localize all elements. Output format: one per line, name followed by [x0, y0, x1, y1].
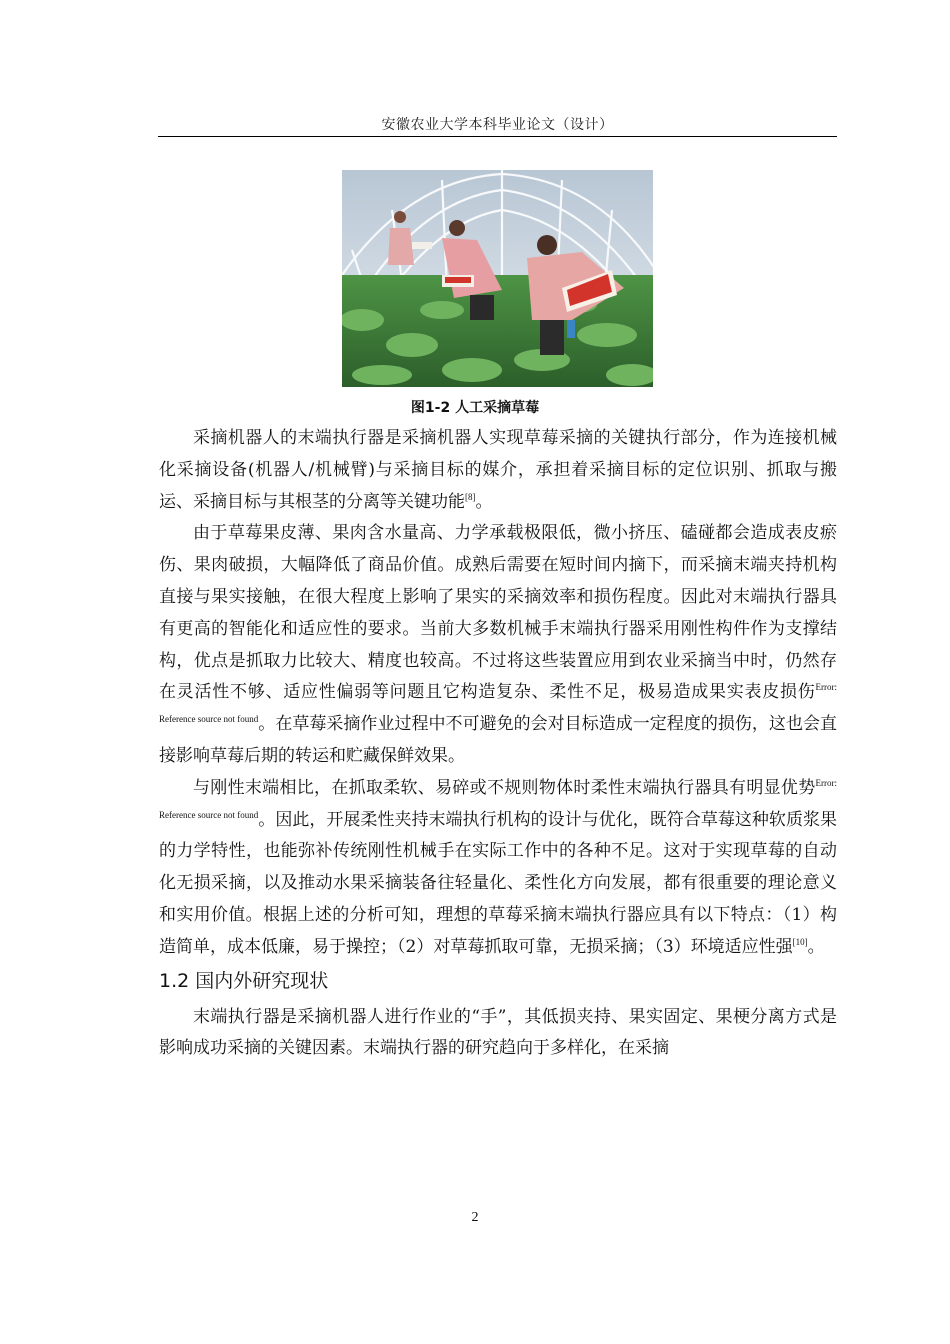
paragraph-3-text-a: 与刚性末端相比，在抓取柔软、易碎或不规则物体时柔性末端执行器具有明显优势: [193, 777, 816, 798]
header-rule: [158, 136, 837, 137]
body-text: [159, 423, 837, 1065]
paragraph-1: [159, 423, 837, 518]
citation-error: Error: Reference source not found: [159, 682, 837, 725]
paragraph-4-text: 末端执行器是采摘机器人进行作业的“手”，其低损夹持、果实固定、果梗分离方式是影响成功采摘的关键因素。末端执行器的研究趋向于多样化，在采摘: [159, 1006, 837, 1059]
citation: [8]: [465, 491, 476, 502]
paragraph-3-text-b: 。因此，开展柔性夹持末端执行机构的设计与优化，既符合草莓这种软质浆果的力学特性，也能弥补传统刚性机械手在实际工作中的各种不足。这对于实现草莓的自动化无损采摘，以及推动水果采摘装备往轻量化、柔性化方向发展，都有很重要的理论意义和实用价值。根据上述的分析可知，理想的草莓采摘末端执行器应具有以下特点：（1）构造简单，成本低廉，易于操控；（2）对草莓抓取可靠，无损采摘；（3）环境适应性强: [159, 809, 837, 957]
paragraph-1-end: 。: [475, 491, 493, 512]
section-heading: 1.2 国内外研究现状: [159, 969, 329, 992]
paragraph-2: [159, 518, 837, 772]
figure-strawberry-picking-photo: [342, 170, 653, 387]
greenhouse-photo-illustration: [342, 170, 653, 387]
running-header: 安徽农业大学本科毕业论文（设计）: [381, 117, 614, 133]
paragraph-2-text-a: 由于草莓果皮薄、果肉含水量高、力学承载极限低，微小挤压、磕碰都会造成表皮瘀伤、果肉破损，大幅降低了商品价值。成熟后需要在短时间内摘下，而采摘末端夹持机构直接与果实接触，在很大程度上影响了果实的采摘效率和损伤程度。因此对末端执行器具有更高的智能化和适应性的要求。当前大多数机械手末端执行器采用刚性构件作为支撑结构，优点是抓取力比较大、精度也较高。不过将这些装置应用到农业采摘当中时，仍然存在灵活性不够、适应性偏弱等问题且它构造复杂、柔性不足，极易造成果实表皮损伤: [159, 523, 837, 703]
paragraph-2-text-b: 。在草莓采摘作业过程中不可避免的会对目标造成一定程度的损伤，这也会直接影响草莓后期的转运和贮藏保鲜效果。: [159, 714, 837, 766]
paragraph-4: [159, 1002, 837, 1066]
paragraph-1-text: 采摘机器人的末端执行器是采摘机器人实现草莓采摘的关键执行部分，作为连接机械化采摘设备(机器人/机械臂)与采摘目标的媒介，承担着采摘目标的定位识别、抓取与搬运、采摘目标与其根茎的分离等关键功能: [159, 428, 837, 512]
citation: [10]: [792, 936, 808, 947]
page-number: 2: [471, 1210, 479, 1225]
paragraph-3-end: 。: [807, 936, 825, 957]
citation-error: Error: Reference source not found: [159, 777, 837, 820]
figure-caption: 图1-2 人工采摘草莓: [410, 400, 540, 416]
paragraph-3: [159, 773, 837, 964]
